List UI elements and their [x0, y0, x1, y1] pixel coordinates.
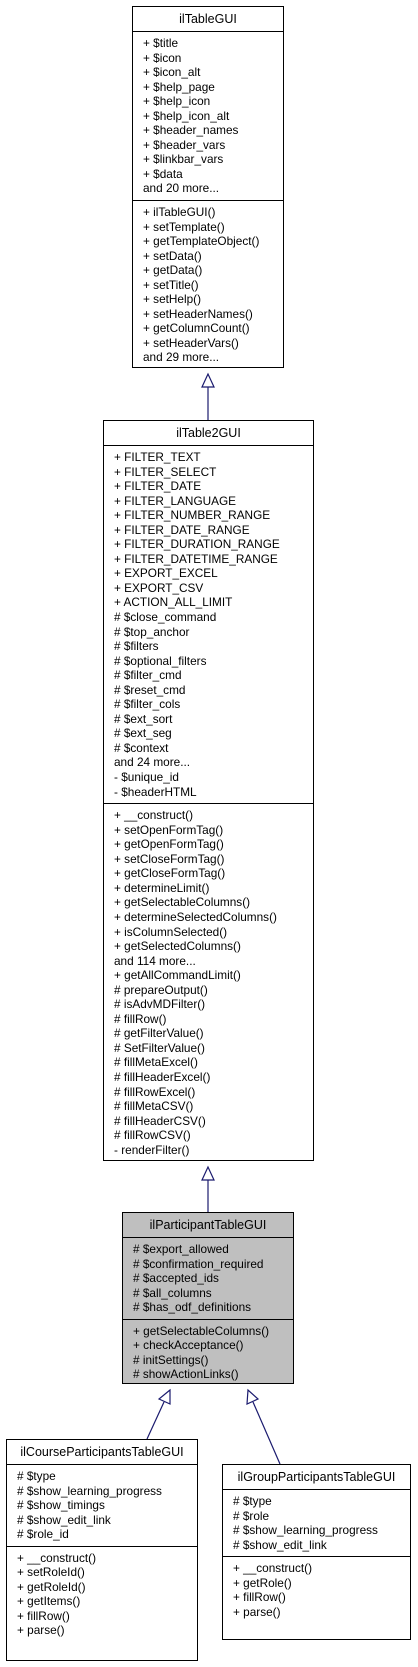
- attribute-row: # $all_columns: [133, 1285, 212, 1300]
- attribute-row: + $icon: [143, 50, 182, 65]
- attribute-row: # $optional_filters: [114, 653, 207, 668]
- attributes-section: [7, 1465, 197, 1546]
- class-box-ilcourseparticipantstablegui: [6, 1439, 198, 1661]
- attribute-row: + $header_names: [143, 123, 239, 138]
- attribute-row: # $reset_cmd: [114, 682, 186, 697]
- attribute-row: + $help_icon_alt: [143, 108, 230, 123]
- method-row: + getCloseFormTag(): [114, 866, 226, 881]
- attribute-row: + EXPORT_CSV: [114, 580, 204, 595]
- method-row: + getSelectableColumns(): [133, 1323, 270, 1338]
- class-name: ilTable2GUI: [104, 421, 313, 446]
- edge-course-to-participant: [147, 1402, 164, 1439]
- method-row: + setCloseFormTag(): [114, 851, 225, 866]
- class-name: ilGroupParticipantsTableGUI: [223, 1465, 410, 1490]
- method-row: + setTitle(): [143, 277, 199, 292]
- methods-section: [123, 1319, 293, 1386]
- method-row: + __construct(): [114, 808, 194, 823]
- method-row: + determineLimit(): [114, 880, 210, 895]
- edge-group-to-participant: [253, 1402, 280, 1464]
- class-name: ilTableGUI: [133, 7, 283, 32]
- class-box-iltable2gui: [103, 420, 314, 1161]
- attribute-row: and 20 more...: [143, 181, 220, 196]
- method-row: + getOpenFormTag(): [114, 837, 224, 852]
- attribute-row: + FILTER_NUMBER_RANGE: [114, 508, 271, 523]
- method-row: # isAdvMDFilter(): [114, 997, 206, 1012]
- attributes-section: [104, 446, 313, 803]
- attribute-row: # $ext_seg: [114, 726, 172, 741]
- method-row: and 114 more...: [114, 953, 196, 968]
- class-name: ilCourseParticipantsTableGUI: [7, 1440, 197, 1465]
- method-row: + getSelectedColumns(): [114, 939, 241, 954]
- attribute-row: # $has_odf_definitions: [133, 1300, 252, 1315]
- attribute-row: # $export_allowed: [133, 1242, 229, 1256]
- method-row: # fillRow(): [114, 1011, 167, 1026]
- attribute-row: # $show_edit_link: [233, 1537, 327, 1552]
- attribute-row: # $accepted_ids: [133, 1271, 219, 1286]
- method-row: # showActionLinks(): [133, 1367, 239, 1382]
- class-name: ilParticipantTableGUI: [123, 1213, 293, 1238]
- attribute-row: - $headerHTML: [114, 784, 197, 799]
- method-row: + __construct(): [233, 1561, 313, 1576]
- attribute-row: and 24 more...: [114, 755, 191, 770]
- method-row: + setHeaderNames(): [143, 306, 253, 321]
- arrowhead-table: [202, 374, 214, 387]
- attribute-row: + FILTER_SELECT: [114, 464, 217, 479]
- attribute-row: # $top_anchor: [114, 624, 190, 639]
- method-row: # fillHeaderCSV(): [114, 1113, 206, 1128]
- method-row: + parse(): [233, 1604, 281, 1619]
- method-row: + getAllCommandLimit(): [114, 968, 241, 983]
- arrowhead-table2: [202, 1167, 214, 1180]
- method-row: # fillRowCSV(): [114, 1128, 191, 1143]
- attributes-section: [123, 1238, 293, 1319]
- attribute-row: # $type: [17, 1469, 56, 1483]
- attribute-row: # $filters: [114, 639, 159, 654]
- arrowhead-participant-left: [159, 1390, 170, 1404]
- attribute-row: + FILTER_DATE: [114, 479, 202, 494]
- method-row: # prepareOutput(): [114, 982, 208, 997]
- methods-section: [7, 1546, 197, 1642]
- attribute-row: + FILTER_DURATION_RANGE: [114, 537, 280, 552]
- attribute-row: + FILTER_LANGUAGE: [114, 493, 237, 508]
- attribute-row: + $title: [143, 36, 179, 50]
- attribute-row: + EXPORT_EXCEL: [114, 566, 218, 581]
- methods-section: [104, 803, 313, 1161]
- method-row: + getItems(): [17, 1594, 81, 1609]
- method-row: + isColumnSelected(): [114, 924, 228, 939]
- attribute-row: + $data: [143, 166, 183, 181]
- attribute-row: + FILTER_DATETIME_RANGE: [114, 551, 278, 566]
- attribute-row: # $show_timings: [17, 1498, 105, 1513]
- method-row: + determineSelectedColumns(): [114, 909, 277, 924]
- method-row: + __construct(): [17, 1550, 97, 1565]
- attribute-row: + $help_icon: [143, 94, 211, 109]
- arrowhead-participant-right: [247, 1390, 258, 1404]
- attribute-row: # $show_learning_progress: [17, 1483, 162, 1498]
- attribute-row: # $filter_cmd: [114, 668, 182, 683]
- attribute-row: # $show_edit_link: [17, 1512, 111, 1527]
- method-row: # fillRowExcel(): [114, 1084, 196, 1099]
- attribute-row: # $confirmation_required: [133, 1256, 264, 1271]
- attribute-row: # $context: [114, 740, 169, 755]
- method-row: + setOpenFormTag(): [114, 822, 224, 837]
- attribute-row: + $help_page: [143, 79, 215, 94]
- attribute-row: + FILTER_DATE_RANGE: [114, 522, 250, 537]
- attribute-row: # $role_id: [17, 1527, 69, 1542]
- method-row: # SetFilterValue(): [114, 1040, 205, 1055]
- attribute-row: + $icon_alt: [143, 65, 201, 80]
- method-row: + ilTableGUI(): [143, 205, 216, 220]
- attribute-row: # $filter_cols: [114, 697, 181, 712]
- method-row: + checkAcceptance(): [133, 1338, 244, 1353]
- attribute-row: # $show_learning_progress: [233, 1523, 378, 1538]
- attribute-row: # $close_command: [114, 610, 217, 625]
- method-row: + parse(): [17, 1623, 65, 1638]
- attribute-row: + FILTER_TEXT: [114, 450, 201, 464]
- method-row: # fillHeaderExcel(): [114, 1069, 211, 1084]
- attribute-row: # $type: [233, 1494, 272, 1508]
- method-row: + setRoleId(): [17, 1565, 85, 1580]
- attribute-row: + $linkbar_vars: [143, 152, 224, 167]
- attributes-section: [223, 1490, 410, 1556]
- method-row: + setData(): [143, 248, 202, 263]
- attribute-row: # $ext_sort: [114, 711, 173, 726]
- method-row: # getFilterValue(): [114, 1026, 204, 1041]
- methods-section: [223, 1556, 410, 1623]
- method-row: + setHeaderVars(): [143, 335, 239, 350]
- class-box-ilparticipanttablegui: [122, 1212, 294, 1384]
- method-row: # initSettings(): [133, 1352, 209, 1367]
- method-row: + getColumnCount(): [143, 321, 250, 336]
- method-row: + fillRow(): [233, 1590, 286, 1605]
- attribute-row: + $header_vars: [143, 137, 226, 152]
- method-row: + getTemplateObject(): [143, 234, 260, 249]
- method-row: + getSelectableColumns(): [114, 895, 251, 910]
- attribute-row: - $unique_id: [114, 770, 179, 785]
- class-box-ilgroupparticipantstablegui: [222, 1464, 411, 1640]
- method-row: - renderFilter(): [114, 1142, 190, 1157]
- method-row: # fillMetaExcel(): [114, 1055, 198, 1070]
- method-row: + getData(): [143, 263, 203, 278]
- method-row: + setTemplate(): [143, 219, 225, 234]
- attributes-section: [133, 32, 283, 200]
- method-row: and 29 more...: [143, 350, 220, 365]
- methods-section: [133, 200, 283, 369]
- method-row: + setHelp(): [143, 292, 202, 307]
- method-row: # fillMetaCSV(): [114, 1099, 194, 1114]
- attribute-row: # $role: [233, 1508, 270, 1523]
- method-row: + getRoleId(): [17, 1579, 86, 1594]
- method-row: + getRole(): [233, 1575, 292, 1590]
- attribute-row: + ACTION_ALL_LIMIT: [114, 595, 233, 610]
- method-row: + fillRow(): [17, 1608, 70, 1623]
- class-box-iltablegui: [132, 6, 284, 368]
